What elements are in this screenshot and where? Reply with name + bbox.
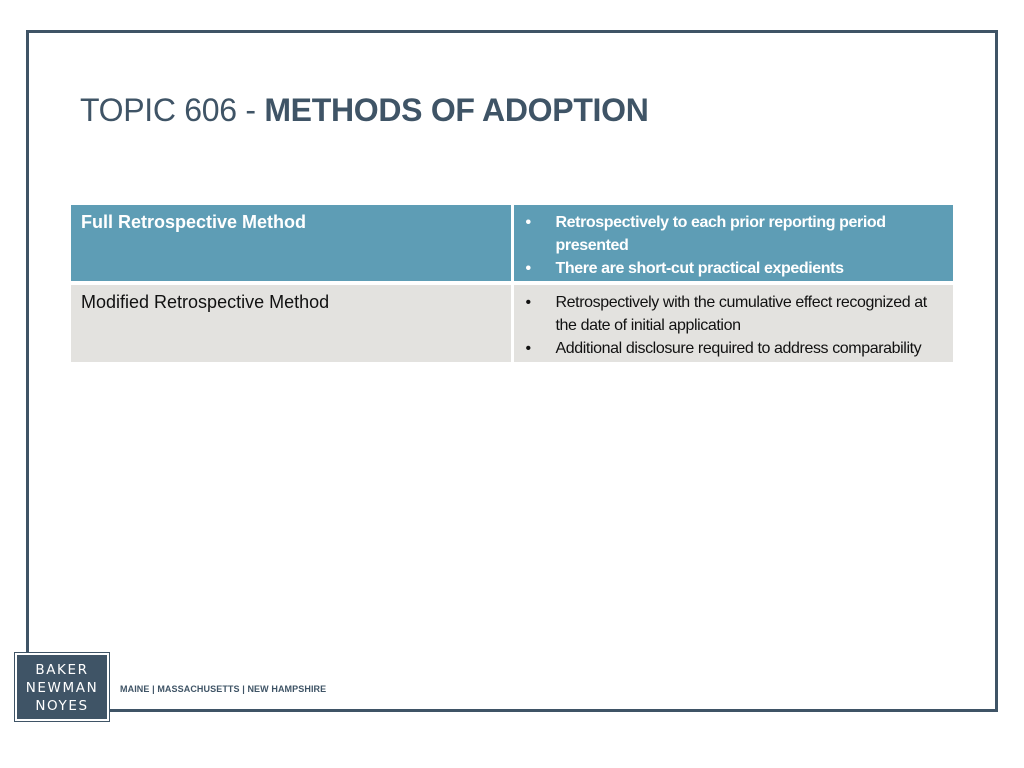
method-name-modified-retrospective: Modified Retrospective Method bbox=[81, 292, 330, 312]
bullet-text: Retrospectively to each prior reporting period presented bbox=[555, 214, 886, 254]
logo-line-newman: NEWMAN bbox=[25, 680, 99, 696]
bullet-icon: • bbox=[525, 214, 531, 231]
bullet-icon: • bbox=[525, 340, 531, 357]
bullet-text: Additional disclosure required to address comparability bbox=[555, 340, 922, 357]
bullet-icon: • bbox=[525, 294, 531, 311]
logo-line-baker: BAKER bbox=[35, 662, 89, 678]
slide-frame bbox=[26, 30, 998, 712]
bullet-list bbox=[514, 205, 954, 280]
company-logo bbox=[15, 653, 109, 721]
bullet-list bbox=[514, 285, 954, 360]
methods-table bbox=[71, 205, 953, 362]
slide-title bbox=[80, 92, 649, 129]
description-cell bbox=[512, 285, 953, 362]
list-item bbox=[526, 291, 948, 337]
list-item bbox=[526, 211, 948, 257]
method-cell bbox=[71, 205, 512, 281]
bullet-text: Retrospectively with the cumulative effect recognized at the date of initial application bbox=[555, 294, 927, 334]
list-item bbox=[526, 337, 948, 360]
logo-line-noyes: NOYES bbox=[35, 698, 89, 714]
slide-title-main: METHODS OF ADOPTION bbox=[264, 92, 649, 128]
method-cell bbox=[71, 285, 512, 362]
slide-title-prefix: TOPIC 606 - bbox=[80, 92, 265, 128]
table-row bbox=[71, 205, 953, 281]
bullet-icon: • bbox=[525, 260, 531, 277]
table-row bbox=[71, 285, 953, 362]
footer-states: MAINE | MASSACHUSETTS | NEW HAMPSHIRE bbox=[120, 684, 327, 694]
list-item bbox=[526, 257, 948, 280]
method-name-full-retrospective: Full Retrospective Method bbox=[81, 212, 307, 232]
bullet-text: There are short-cut practical expedients bbox=[555, 260, 844, 277]
description-cell bbox=[512, 205, 953, 281]
